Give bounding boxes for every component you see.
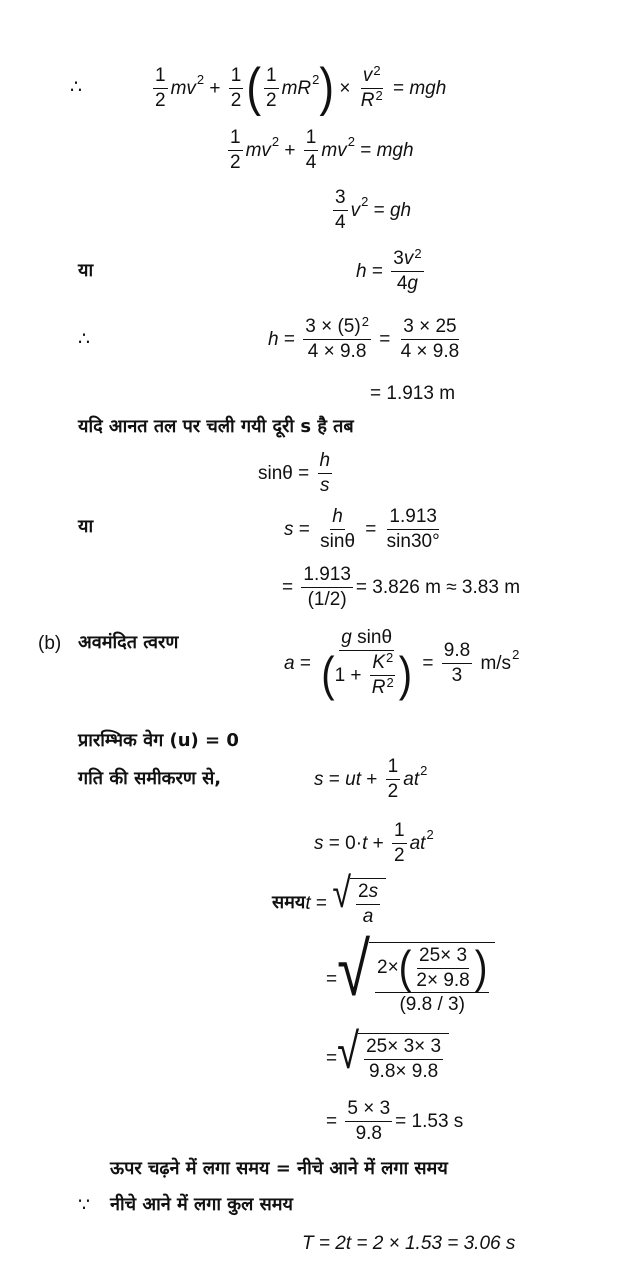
energy-equation-2: $\frac{1}{2}$ mv 2 + $\frac{1}{4}$ mv 2 = mgh bbox=[230, 126, 414, 173]
s-formula: s = $\frac{h}{\sin\theta}$ = $\frac{1.913}{\sin 30^\circ}$ bbox=[284, 505, 440, 552]
time-formula: समय t = √ $\frac{2s}{a}$ bbox=[272, 876, 386, 930]
ya-label-1: या bbox=[78, 260, 94, 281]
time-result: = $\frac{5 \times 3}{9.8}$ = 1.53 s bbox=[326, 1097, 464, 1144]
therefore-symbol-1: ∴ bbox=[70, 77, 83, 98]
s-value: = 3.826 m ≈ 3.83 m bbox=[355, 576, 521, 598]
motion-equation-1: s = ut + $\frac{1}{2}$ at 2 bbox=[314, 755, 428, 802]
energy-equation-1: $\frac{1}{2}$ mv 2 + $\frac{1}{2}$ ( $\frac{1}{2}$ mR 2 ) × $\frac{v^2}{R^2}$ = mgh bbox=[155, 58, 447, 117]
total-time-label: नीचे आने में लगा कुल समय bbox=[110, 1194, 293, 1215]
energy-equation-3: $\frac{3}{4}$ v 2 = gh bbox=[335, 186, 412, 233]
part-b-label: (b) bbox=[38, 633, 62, 654]
time-simplified: = √ $\frac{25\times 3\times 3}{9.8\times 9.8}$ bbox=[326, 1030, 449, 1086]
h-result: = 1.913 m bbox=[370, 383, 456, 404]
therefore-symbol-2: ∴ bbox=[78, 329, 91, 350]
up-down-time: ऊपर चढ़ने में लगा समय = नीचे आने में लगा समय bbox=[110, 1158, 448, 1179]
h-substitution: h = $\frac{3 \times (5)^2}{4 \times 9.8}$ = $\frac{3 \times 25}{4 \times 9.8}$ bbox=[268, 313, 460, 362]
deceleration-formula: a = g sinθ ( 1 + $\frac{K^2}{R^2}$ ) = $\frac{9.8}{3}$ m/s 2 bbox=[284, 627, 520, 702]
sin-theta-def: sinθ = $\frac{h}{s}$ bbox=[258, 449, 331, 496]
motion-equation-2: s = 0· t + $\frac{1}{2}$ at 2 bbox=[314, 819, 434, 866]
h-formula: h = $\frac{3v^2}{4g}$ bbox=[356, 245, 422, 294]
deceleration-label: अवमंदित त्वरण bbox=[78, 632, 179, 653]
t-value: = 1.53 s bbox=[395, 1110, 464, 1132]
ya-label-2: या bbox=[78, 516, 94, 537]
distance-statement: यदि आनत तल पर चली गयी दूरी s है तब bbox=[78, 416, 354, 437]
time-label: समय bbox=[272, 892, 306, 913]
motion-equation-label: गति की समीकरण से, bbox=[78, 768, 222, 789]
initial-velocity: प्रारम्भिक वेग (u) = 0 bbox=[78, 730, 239, 751]
s-result: = $\frac{1.913}{(1/2)}$ = 3.826 m ≈ 3.83 m bbox=[282, 563, 521, 610]
because-symbol: ∵ bbox=[78, 1195, 91, 1216]
time-substitution: = √ 2× ( $\frac{25\times 3}{2\times 9.8}$ ) (9.8 / 3) bbox=[326, 934, 495, 1024]
total-time-result: T = 2t = 2 × 1.53 = 3.06 s bbox=[302, 1233, 516, 1254]
